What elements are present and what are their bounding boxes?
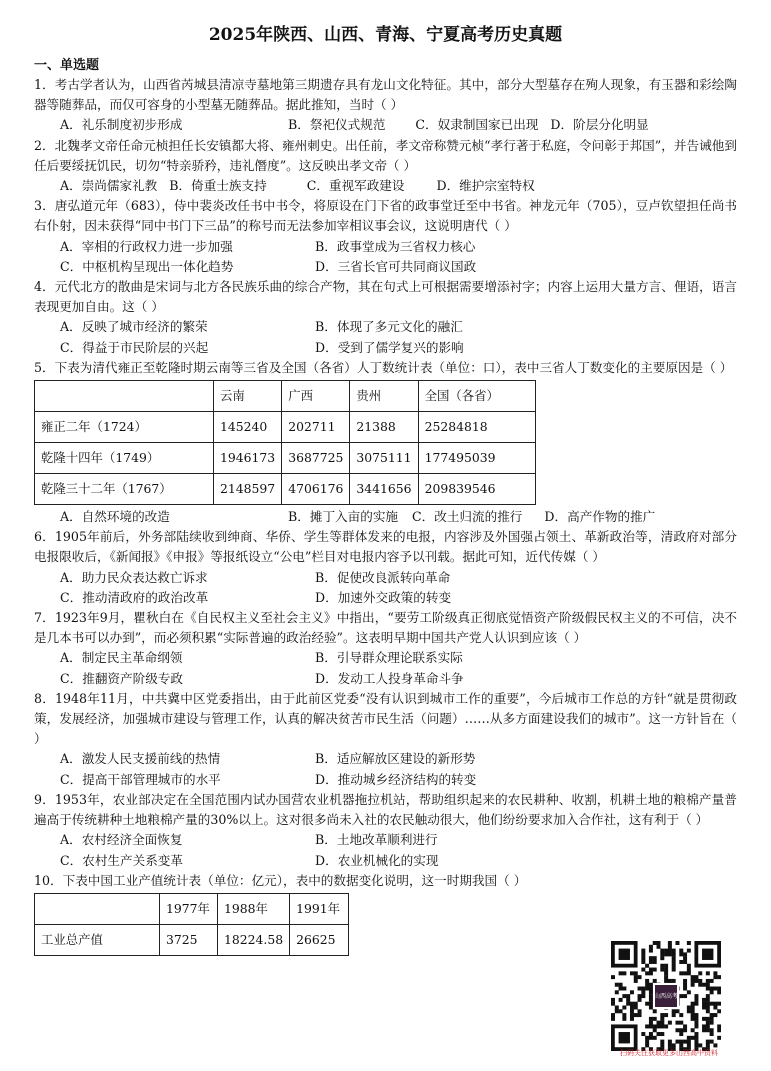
options <box>34 176 737 196</box>
table-cell: 1977年 <box>160 893 218 924</box>
table-cell: 工业总产值 <box>35 924 160 955</box>
qr-code-icon <box>611 941 721 1051</box>
question-3 <box>34 196 737 277</box>
qr-logo-text: 山西高考 <box>653 993 679 1000</box>
options <box>34 115 737 135</box>
question-stem: 9．1953年，农业部决定在全国范围内试办国营农业机器拖拉机站，帮助组织起来的农民耕种、收割，机耕土地的粮棉产量普遍高于传统耕种土地粮棉产量的30%以上。这对很多尚未入社的农民触动很大，他们纷纷要求加入合作社，这有利于（ ） <box>34 791 737 828</box>
table-cell: 18224.58 <box>218 924 290 955</box>
table-row <box>35 474 536 505</box>
table-cell: 1991年 <box>290 893 349 924</box>
table-cell: 雍正二年（1724） <box>35 412 214 443</box>
table-cell: 2148597 <box>214 474 282 505</box>
table-cell: 1946173 <box>214 443 282 474</box>
question-stem: 7．1923年9月，瞿秋白在《自民权主义至社会主义》中指出，“要劳工阶级真正彻底觉悟资产阶级假民权主义的不可信，决不是几本书可以办到”，而必须积累“实际普遍的政治经验”。这表明早期中国共产党人认识到应该（ ） <box>34 610 737 646</box>
option-d: D．高产作物的推广 <box>544 509 656 525</box>
table-cell: 145240 <box>214 412 282 443</box>
table-cell <box>35 381 214 412</box>
options <box>34 749 737 789</box>
option-a: A．反映了城市经济的繁荣 <box>60 319 208 335</box>
option-c: C．推动清政府的政治改革 <box>60 589 209 605</box>
option-b: B．摊丁入亩的实施 <box>288 509 399 525</box>
table-cell: 3725 <box>160 924 218 955</box>
section-heading: 一、单选题 <box>34 58 100 73</box>
options <box>34 648 737 688</box>
question-stem: 10．下表中国工业产值统计表（单位：亿元），表中的数据变化说明，这一时期我国（ ） <box>34 872 527 888</box>
option-d: D．维护宗室特权 <box>436 178 535 194</box>
option-d: D．阶层分化明显 <box>550 117 649 133</box>
option-c: C．推翻资产阶级专政 <box>60 670 183 686</box>
table-cell: 乾隆三十二年（1767） <box>35 474 214 505</box>
table-cell: 202711 <box>282 412 350 443</box>
table-cell: 云南 <box>214 381 282 412</box>
table-cell: 3075111 <box>350 443 418 474</box>
question-stem: 2．北魏孝文帝任命元桢担任长安镇都大将、雍州刺史。出任前，孝文帝称赞元桢“孝行著于私庭，令问彰于邦国”，并告诫他到任后要绥抚饥民，切勿“特亲骄矜，违礼僭度”。这反映出孝文帝（ ） <box>34 137 737 173</box>
question-stem: 5．下表为清代雍正至乾隆时期云南等三省及全国（各省）人丁数统计表（单位：口），表中三省人丁数变化的主要原因是（ ） <box>34 359 733 375</box>
option-d: D．三省长官可共同商议国政 <box>315 258 477 274</box>
option-c: C．得益于市民阶层的兴起 <box>60 339 209 355</box>
question-stem: 3．唐弘道元年（683），侍中裴炎改任书中书令，将原设在门下省的政事堂迁至中书省。神龙元年（705），豆卢钦望担任尚书右仆射，因未获得“同中书门下三品”的称号而无法参加宰相议事会议，这说明唐代（ ） <box>34 198 737 234</box>
table-row <box>35 412 536 443</box>
table-cell: 25284818 <box>418 412 535 443</box>
table-header-row <box>35 893 349 924</box>
option-d: D．农业机械化的实现 <box>315 852 439 868</box>
option-a: A．宰相的行政权力进一步加强 <box>60 238 233 254</box>
option-d: D．发动工人投身革命斗争 <box>315 670 464 686</box>
table-row <box>35 924 349 955</box>
option-c: C．改土归流的推行 <box>412 509 523 525</box>
option-a: A．激发人民支援前线的热情 <box>60 751 221 767</box>
table-cell <box>35 893 160 924</box>
option-d: D．推动城乡经济结构的转变 <box>315 771 477 787</box>
table-cell: 广西 <box>282 381 350 412</box>
option-a: A．自然环境的改造 <box>60 509 170 525</box>
table-cell: 209839546 <box>418 474 535 505</box>
options <box>34 568 737 608</box>
option-b: B．政事堂成为三省权力核心 <box>315 238 476 254</box>
table-cell: 贵州 <box>350 381 418 412</box>
option-c: C．提高干部管理城市的水平 <box>60 771 221 787</box>
option-b: B．促使改良派转向革命 <box>315 569 451 585</box>
option-a: A．崇尚儒家礼教 <box>60 178 158 194</box>
option-c: C．农村生产关系变革 <box>60 852 183 868</box>
question-5 <box>34 358 737 527</box>
options <box>34 507 737 527</box>
table-header-row <box>35 381 536 412</box>
table-cell: 1988年 <box>218 893 290 924</box>
option-d: D．加速外交政策的转变 <box>315 589 452 605</box>
option-b: B．引导群众理论联系实际 <box>315 650 463 666</box>
question-stem: 4．元代北方的散曲是宋词与北方各民族乐曲的综合产物，其在句式上可根据需要增添衬字；内容上运用大量方言、俚语，语言表现更加自由。这（ ） <box>34 279 737 315</box>
table-cell: 3687725 <box>282 443 350 474</box>
option-a: A．礼乐制度初步形成 <box>60 117 183 133</box>
population-table <box>34 380 536 505</box>
question-stem: 1．考古学者认为，山西省芮城县清凉寺墓地第三期遗存具有龙山文化特征。其中，部分大型墓存在殉人现象，有玉器和彩绘陶器等随葬品，而仅可容身的小型墓无随葬品。据此推知，当时（ ） <box>34 77 737 113</box>
industry-output-table <box>34 893 349 956</box>
options <box>34 317 737 357</box>
question-8 <box>34 689 737 790</box>
question-1 <box>34 75 737 136</box>
question-stem: 6．1905年前后，外务部陆续收到绅商、华侨、学生等群体发来的电报，内容涉及外国强占领土、革新政治等，清政府对部分电报限收后，《新闻报》《申报》等报纸设立“公电”栏目对电报内容予以刊载。据此可知，近代传媒（ ） <box>34 529 737 565</box>
options <box>34 830 737 870</box>
table-cell: 4706176 <box>282 474 350 505</box>
option-b: B．祭祀仪式规范 <box>288 117 386 133</box>
question-2 <box>34 136 737 197</box>
table-cell: 26625 <box>290 924 349 955</box>
table-row <box>35 443 536 474</box>
table-cell: 全国（各省） <box>418 381 535 412</box>
option-c: C．重视军政建设 <box>306 178 405 194</box>
option-a: A．制定民主革命纲领 <box>60 650 183 666</box>
table-cell: 乾隆十四年（1749） <box>35 443 214 474</box>
question-9 <box>34 790 737 871</box>
page-title: 2025年陕西、山西、青海、宁夏高考历史真题 <box>208 25 563 45</box>
option-b: B．体现了多元文化的融汇 <box>315 319 463 335</box>
option-c: C．奴隶制国家已出现 <box>415 117 539 133</box>
option-d: D．受到了儒学复兴的影响 <box>315 339 464 355</box>
option-a: A．助力民众表达救亡诉求 <box>60 569 208 585</box>
question-6 <box>34 527 737 608</box>
qr-caption: 扫码关注获取更多山西高中资料 <box>620 1049 718 1057</box>
table-cell: 21388 <box>350 412 418 443</box>
option-c: C．中枢机构呈现出一体化趋势 <box>60 258 234 274</box>
question-stem: 8．1948年11月，中共冀中区党委指出，由于此前区党委“没有认识到城市工作的重要”，今后城市工作总的方针“就是贯彻政策，发展经济，加强城市建设与管理工作，认真的解决贫苦市民生活（问题）……从多方面建设我们的城市”。这一方针旨在（ ） <box>34 690 737 747</box>
option-b: B．倚重士族支持 <box>169 178 267 194</box>
option-a: A．农村经济全面恢复 <box>60 832 183 848</box>
question-7 <box>34 608 737 689</box>
option-b: B．土地改革顺利进行 <box>315 832 438 848</box>
option-b: B．适应解放区建设的新形势 <box>315 751 476 767</box>
options <box>34 237 737 277</box>
table-cell: 177495039 <box>418 443 535 474</box>
question-4 <box>34 277 737 358</box>
table-cell: 3441656 <box>350 474 418 505</box>
